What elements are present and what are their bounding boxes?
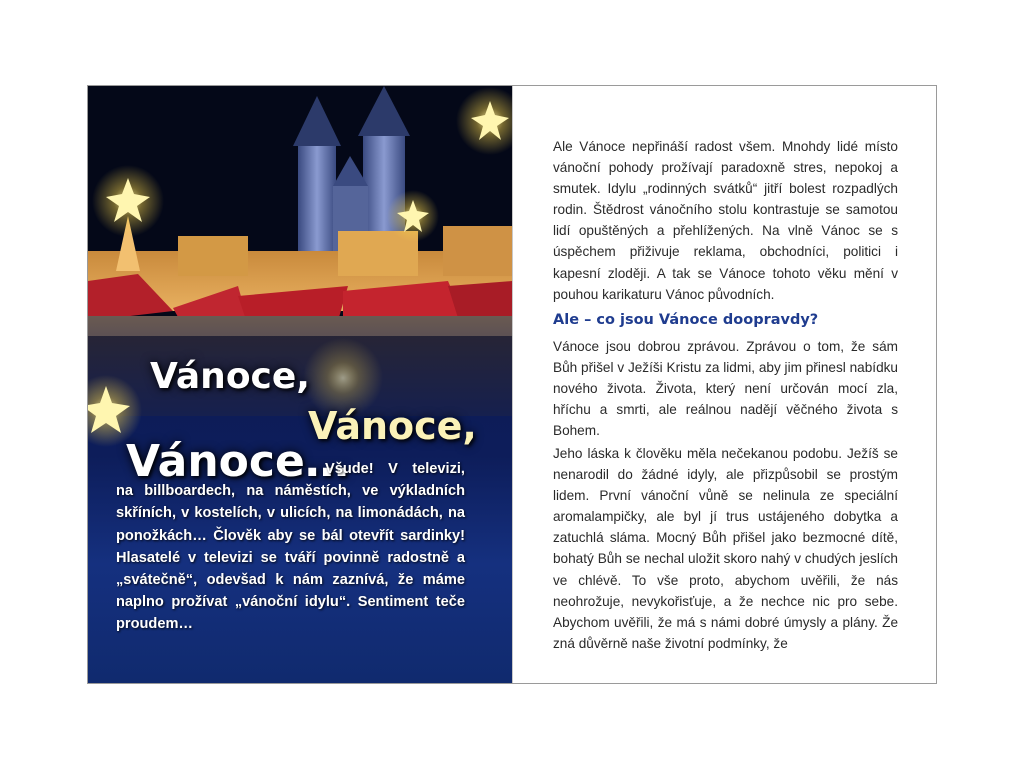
title-line-3: Vánoce… xyxy=(126,436,349,487)
star-icon xyxy=(92,165,164,237)
right-page xyxy=(512,86,936,683)
section-heading: Ale – co jsou Vánoce doopravdy? xyxy=(553,312,819,328)
title-line-2: Vánoce, xyxy=(308,404,477,448)
title-line-1: Vánoce, xyxy=(150,356,310,397)
star-icon xyxy=(387,190,439,242)
paragraph-2: Vánoce jsou dobrou zprávou. Zprávou o tom, že sám Bůh přišel v Ježíši Kristu za lidmi, aby jim přinesl nabídku nového života. Života, který není určován mocí zla, hříchu a smrti, ale reálnou nadějí věčného života s Bohem. xyxy=(553,339,898,439)
title-spacer xyxy=(116,458,325,480)
book-spread xyxy=(87,85,937,684)
intro-text-block xyxy=(116,458,465,636)
paragraph-3: Jeho láska k člověku měla nečekanou podobu. Ježíš se nenarodil do žádné idyly, ale přizpůsobil se prostým lidem. První vánoční vůně se nelinula ze speciální aromalampičky, ale byl jí trus ustájeného dobytka a zatuchlá sláma. Mocný Bůh přišel jako bezmocné dítě, bohatý Bůh se nechal uložit skoro nahý v chudých jeslích ve chlévě. To vše proto, abychom uvěřili, že nás neohrožuje, nevykořisťuje, a že nechce nic pro sebe. Abychom uvěřili, že má s námi dobré úmysly a plány. Že zná důvěrně naše životní podmínky, že xyxy=(553,446,898,651)
left-page xyxy=(88,86,512,683)
paragraph-1: Ale Vánoce nepřináší radost všem. Mnohdy lidé místo vánoční pohody prožívají paradoxně stres, nepokoj a smutek. Idylu „rodinných svátků“ jitří bolest rozpadlých rodin. Štědrost vánočního stolu kontrastuje se samotou lidí opuštěných a přehlížených. Na vlně Vánoc se s úspěchem přiživuje reklama, obchodníci, politici i kapesní zloději. A tak se Vánoce tohoto věku mění v pouhou karikaturu Vánoc původních. xyxy=(553,139,898,302)
intro-text: Všude! V televizi, na billboardech, na náměstích, ve výkladních skříních, v kostelích, v ulicích, na limonádách, na ponožkách… Člověk aby se bál otevřít sardinky! Hlasatelé v televizi se tváří povinně radostně a „svátečně“, odevšad k nám zaznívá, že máme naplno prožívat „vánoční idylu“. Sentiment teče proudem… xyxy=(116,461,465,633)
